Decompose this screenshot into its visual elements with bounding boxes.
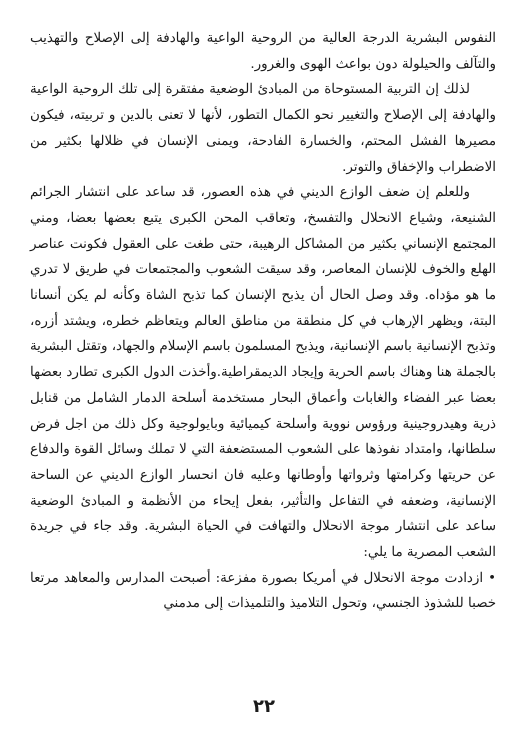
page-body	[30, 26, 496, 617]
paragraph-1: النفوس البشرية الدرجة العالية من الروحية الواعية والهادفة إلى الإصلاح والتهذيب والتآلف والحيلولة دون بواعث الهوى والغرور.	[30, 31, 496, 72]
paragraph-2: لذلك إن التربية المستوحاة من المبادئ الوضعية مفتقرة إلى تلك الروحية الواعية والهادفة إلى الإصلاح والتغيير نحو الكمال التطور، لأنها لا تعنى بالدين و تربيته، فيكون مصيرها الفشل المحتم، والخسارة الفادحة، ويمنى الإنسان في ظلالها بكثير من الاضطراب والإخفاق والتوتر.	[30, 82, 496, 175]
paragraph-3: وللعلم إن ضعف الوازع الديني في هذه العصور، قد ساعد على انتشار الجرائم الشنيعة، وشياع الانحلال والتفسخ، وتعاقب المحن الكبرى يتبع بعضها بعضا، ومني المجتمع الإنساني بكثير من المشاكل الرهيبة، حتى طغت على العقول فكونت عناصر الهلع والخوف للإنسان المعاصر، وقد سيقت الشعوب والمجتمعات في طريق لا تدري ما هو مؤداه. وقد وصل الحال أن يذبح الإنسان كما تذبح الشاة وكأنه لم يكن أنسانا البتة، ويظهر الإرهاب في كل منطقة من مناطق العالم ويتعاظم خطره، ويشتد أزره، وتذبح الإنسانية باسم الإنسانية، ويذبح المسلمون باسم الإسلام والجهاد، وتقتل البشرية بالجملة هنا وهناك باسم الحرية وإيجاد الديمقراطية.وأخذت الدول الكبرى تطارد بعضها بعضا عبر الفضاء والغابات وأعماق البحار مستخدمة أسلحة الدمار الشامل من قنابل ذرية وهيدروجينية ورؤوس نووية وأسلحة كيميائية وبايولوجية وكل ذلك من اجل فرض سلطانها، وامتداد نفوذها على الشعوب المستضعفة التي لا تملك وسائل القوة والدفاع عن حريتها وكرامتها وثرواتها وأوطانها وعليه فان انحسار الوازع الديني عن الساحة الإنسانية، وضعفه في التفاعل والتأثير، بفعل إيحاء من الأنظمة و المبادئ الوضعية ساعد على انتشار موجة الانحلال والتهافت في الحياة البشرية. وقد جاء في جريدة الشعب المصرية ما يلي:	[29, 185, 496, 561]
paragraph-4-bullet: • ازدادت موجة الانحلال في أمريكا بصورة مفزعة: أصبحت المدارس والمعاهد مرتعا خصبا للشذوذ الجنسي، وتحول التلاميذ والتلميذات إلى مدمني	[30, 570, 496, 612]
page-number: ٢٢	[253, 696, 275, 717]
